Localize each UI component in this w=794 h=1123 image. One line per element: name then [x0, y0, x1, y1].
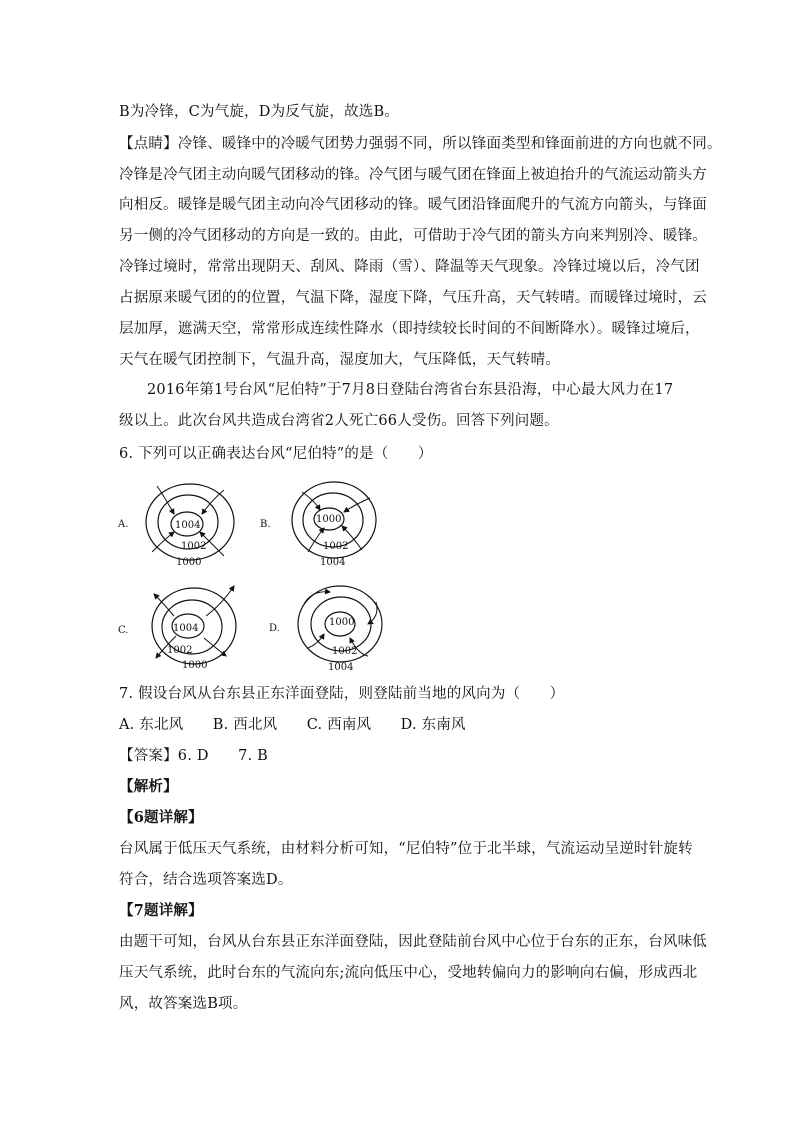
text-line: 冷锋过境时，常常出现阴天、刮风、降雨（雪）、降温等天气现象。冷锋过境以后，冷气团 [119, 259, 700, 275]
q6-detail-line: 符合，结合选项答案选D。 [119, 872, 293, 888]
option-a-outer-isobar: 1000 [176, 557, 202, 568]
text-line: 占据原来暖气团的的位置，气温下降，湿度下降，气压升高，天气转晴。而暖锋过境时，云 [119, 290, 707, 306]
material-line: 2016年第1号台风“尼伯特”于7月8日登陆台湾省台东县沿海，中心最大风力在17 [147, 382, 674, 398]
q6-detail-line: 台风属于低压天气系统，由材料分析可知，“尼伯特”位于北半球，气流运动呈逆时针旋转 [119, 841, 693, 857]
tip-line: 【点睛】冷锋、暖锋中的冷暖气团势力强弱不同，所以锋面类型和锋面前进的方向也就不同。 [119, 136, 722, 152]
option-d-inner-isobar: 1000 [329, 617, 355, 628]
question-7: 7. 假设台风从台东县正东洋面登陆，则登陆前当地的风向为（ ） [119, 686, 565, 702]
option-b-outer-isobar: 1004 [320, 557, 346, 568]
text-line: 另一侧的冷气团移动的方向是一致的。由此，可借助于冷气团的箭头方向来判别冷、暖锋。 [119, 228, 707, 244]
option-d-mid-isobar: 1002 [332, 646, 358, 657]
option-a-label: A. [118, 519, 129, 530]
isobar-figure [112, 474, 412, 680]
analysis-heading: 【解析】 [119, 778, 178, 795]
text-line: B为冷锋，C为气旋，D为反气旋，故选B。 [119, 104, 400, 120]
text-line: 层加厚，遮满天空，常常形成连续性降水（即持续较长时间的不间断降水）。暖锋过境后， [119, 321, 700, 337]
option-a-diagram [117, 484, 234, 568]
question-7-options: A. 东北风 B. 西北风 C. 西南风 D. 东南风 [119, 717, 466, 733]
option-b-inner-isobar: 1000 [316, 514, 342, 525]
option-b-diagram [260, 482, 376, 568]
option-a-inner-isobar: 1004 [175, 520, 201, 531]
option-a-mid-isobar: 1002 [181, 541, 207, 552]
q6-detail-heading: 【6题详解】 [119, 809, 203, 826]
q7-detail-line: 由题干可知，台风从台东县正东洋面登陆，因此登陆前台风中心位于台东的正东，台风味低 [119, 934, 707, 950]
option-c-outer-isobar: 1000 [182, 660, 208, 671]
q7-detail-line: 压天气系统，此时台东的气流向东;流向低压中心，受地转偏向力的影响向右偏，形成西北 [119, 965, 698, 981]
question-6: 6. 下列可以正确表达台风“尼伯特”的是（ ） [119, 446, 433, 462]
material-line: 级以上。此次台风共造成台湾省2人死亡66人受伤。回答下列问题。 [119, 413, 559, 429]
option-c-label: C. [118, 625, 129, 636]
text-line: 向相反。暖锋是暖气团主动向冷气团移动的锋。暖气团沿锋面爬升的气流方向箭头，与锋面 [119, 197, 707, 213]
option-b-mid-isobar: 1002 [323, 541, 349, 552]
option-b-label: B. [260, 519, 271, 530]
text-line: 天气在暖气团控制下，气温升高，湿度加大，气压降低，天气转晴。 [119, 352, 560, 368]
option-d-label: D. [269, 623, 280, 634]
q7-detail-heading: 【7题详解】 [119, 902, 203, 919]
option-c-mid-isobar: 1002 [167, 645, 193, 656]
option-d-diagram [269, 586, 382, 673]
option-c-diagram [118, 586, 236, 671]
answer-line: 【答案】6. D 7. B [119, 748, 268, 764]
option-d-outer-isobar: 1004 [328, 662, 354, 673]
option-c-inner-isobar: 1004 [173, 623, 199, 634]
text-line: 冷锋是冷气团主动向暖气团移动的锋。冷气团与暖气团在锋面上被迫抬升的气流运动箭头方 [119, 167, 707, 183]
q7-detail-line: 风，故答案选B项。 [119, 996, 248, 1012]
